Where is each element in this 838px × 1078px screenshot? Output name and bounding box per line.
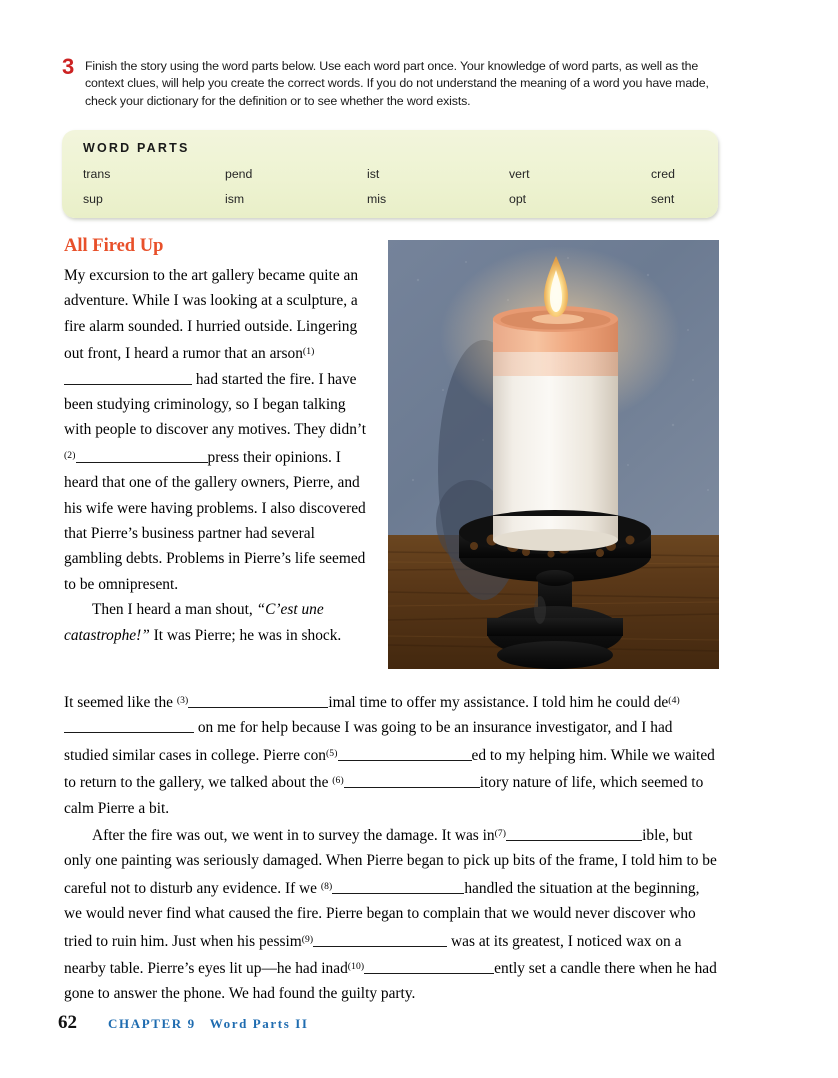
story-text-segment: had started the fire. I have been studying criminology, so I began talking with people to discover any motives. They didn’t <box>64 370 367 439</box>
blank-marker-1: (1) <box>302 346 315 358</box>
story-paragraph-2 <box>64 597 372 648</box>
answer-blank-5[interactable] <box>338 745 472 761</box>
story-quote-french: “C’est une catastrophe!” <box>64 601 324 644</box>
page-footer <box>58 1012 309 1034</box>
exercise-number: 3 <box>62 54 75 79</box>
story-text-segment: It seemed like the <box>64 694 177 711</box>
candle-photo-graphic <box>388 240 719 669</box>
word-part-item: sent <box>651 192 675 206</box>
story-text-segment: ed to my helping him. While we waited to return to the gallery, we talked about the <box>64 746 715 792</box>
story-text-segment: on me for help because I was going to be an insurance investigator, and I had studied similar cases in college. Pierre con <box>64 719 673 764</box>
chapter-number: CHAPTER 9 <box>108 1016 196 1031</box>
word-part-item: cred <box>651 167 675 181</box>
answer-blank-3[interactable] <box>188 692 328 708</box>
blank-marker-9: (9) <box>301 933 314 945</box>
word-part-item: vert <box>509 167 530 181</box>
story-narrow-column <box>64 263 372 648</box>
word-part-item: mis <box>367 192 387 206</box>
answer-blank-7[interactable] <box>506 825 642 841</box>
story-paragraph-3 <box>64 688 719 821</box>
story-paragraph-1 <box>64 263 372 597</box>
answer-blank-2[interactable] <box>76 447 208 463</box>
exercise-header <box>62 54 722 110</box>
chapter-title: Word Parts II <box>209 1016 309 1031</box>
blank-marker-2: (2) <box>64 449 76 461</box>
word-part-item: opt <box>509 192 527 206</box>
blank-marker-10: (10) <box>347 961 365 973</box>
story-paragraph-4 <box>64 821 719 1007</box>
story-text-segment: After the fire was out, we went in to survey the damage. It was in <box>92 827 495 845</box>
story-text-segment: Then I heard a man shout, <box>92 601 257 619</box>
word-parts-row <box>83 167 703 192</box>
blank-marker-4: (4) <box>668 695 680 706</box>
story-wide-block <box>64 688 719 1007</box>
story-text-segment: handled the situation at the beginning, we would never find what caused the fire. Pierre began to complain that we would never discover who tried to ruin him. Just when his pessim <box>64 879 700 950</box>
story-text-segment: It was Pierre; he was in shock. <box>149 626 342 644</box>
word-parts-row <box>83 192 703 217</box>
word-parts-grid <box>83 167 703 217</box>
blank-marker-5: (5) <box>326 747 338 759</box>
blank-marker-3: (3) <box>176 695 189 706</box>
word-part-item: trans <box>83 167 111 181</box>
page-number: 62 <box>58 1012 77 1033</box>
story-text-segment: My excursion to the art gallery became quite an adventure. While I was looking at a sculpture, a fire alarm sounded. I hurried outside. Lingering out front, I heard a rumor that an arson <box>64 267 359 363</box>
word-part-item: sup <box>83 192 103 206</box>
chapter-label <box>108 1016 309 1032</box>
answer-blank-1[interactable] <box>64 369 192 385</box>
story-text-segment: was at its greatest, I noticed wax on a nearby table. Pierre’s eyes lit up—he had inad <box>64 932 682 978</box>
answer-blank-10[interactable] <box>364 958 494 974</box>
story-text-segment: ently set a candle there when he had gone to answer the phone. We had found the guilty party. <box>64 960 717 1003</box>
exercise-directions: Finish the story using the word parts below. Use each word part once. Your knowledge of word parts, as well as the context clues, will help you create the correct words. If you do not understand the meaning of a word you have made, check your dictionary for the definition or to see whether the word exists. <box>85 59 709 108</box>
blank-marker-8: (8) <box>320 880 333 892</box>
answer-blank-4[interactable] <box>64 717 194 733</box>
word-parts-title: WORD PARTS <box>83 141 190 155</box>
word-parts-box <box>62 130 718 218</box>
answer-blank-6[interactable] <box>344 772 480 788</box>
story-text-segment: imal time to offer my assistance. I told him he could de <box>328 694 669 711</box>
answer-blank-9[interactable] <box>313 931 447 947</box>
story-title: All Fired Up <box>64 236 164 256</box>
candle-photo <box>388 240 719 669</box>
story-text-segment: press their opinions. I heard that one of the gallery owners, Pierre, and his wife were having problems. I also discovered that Pierre’s business partner had several gambling debts. Problems in Pierre’s life seemed to be omnipresent. <box>64 448 366 593</box>
answer-blank-8[interactable] <box>332 878 464 894</box>
word-part-item: pend <box>225 167 253 181</box>
story-text-segment: ible, but only one painting was seriously damaged. When Pierre began to pick up bits of the frame, I told him to be careful not to disturb any evidence. If we <box>64 827 717 897</box>
story-text-segment: itory nature of life, which seemed to calm Pierre a bit. <box>64 774 704 817</box>
blank-marker-7: (7) <box>494 828 507 840</box>
word-part-item: ism <box>225 192 245 206</box>
blank-marker-6: (6) <box>332 775 344 787</box>
word-part-item: ist <box>367 167 380 181</box>
